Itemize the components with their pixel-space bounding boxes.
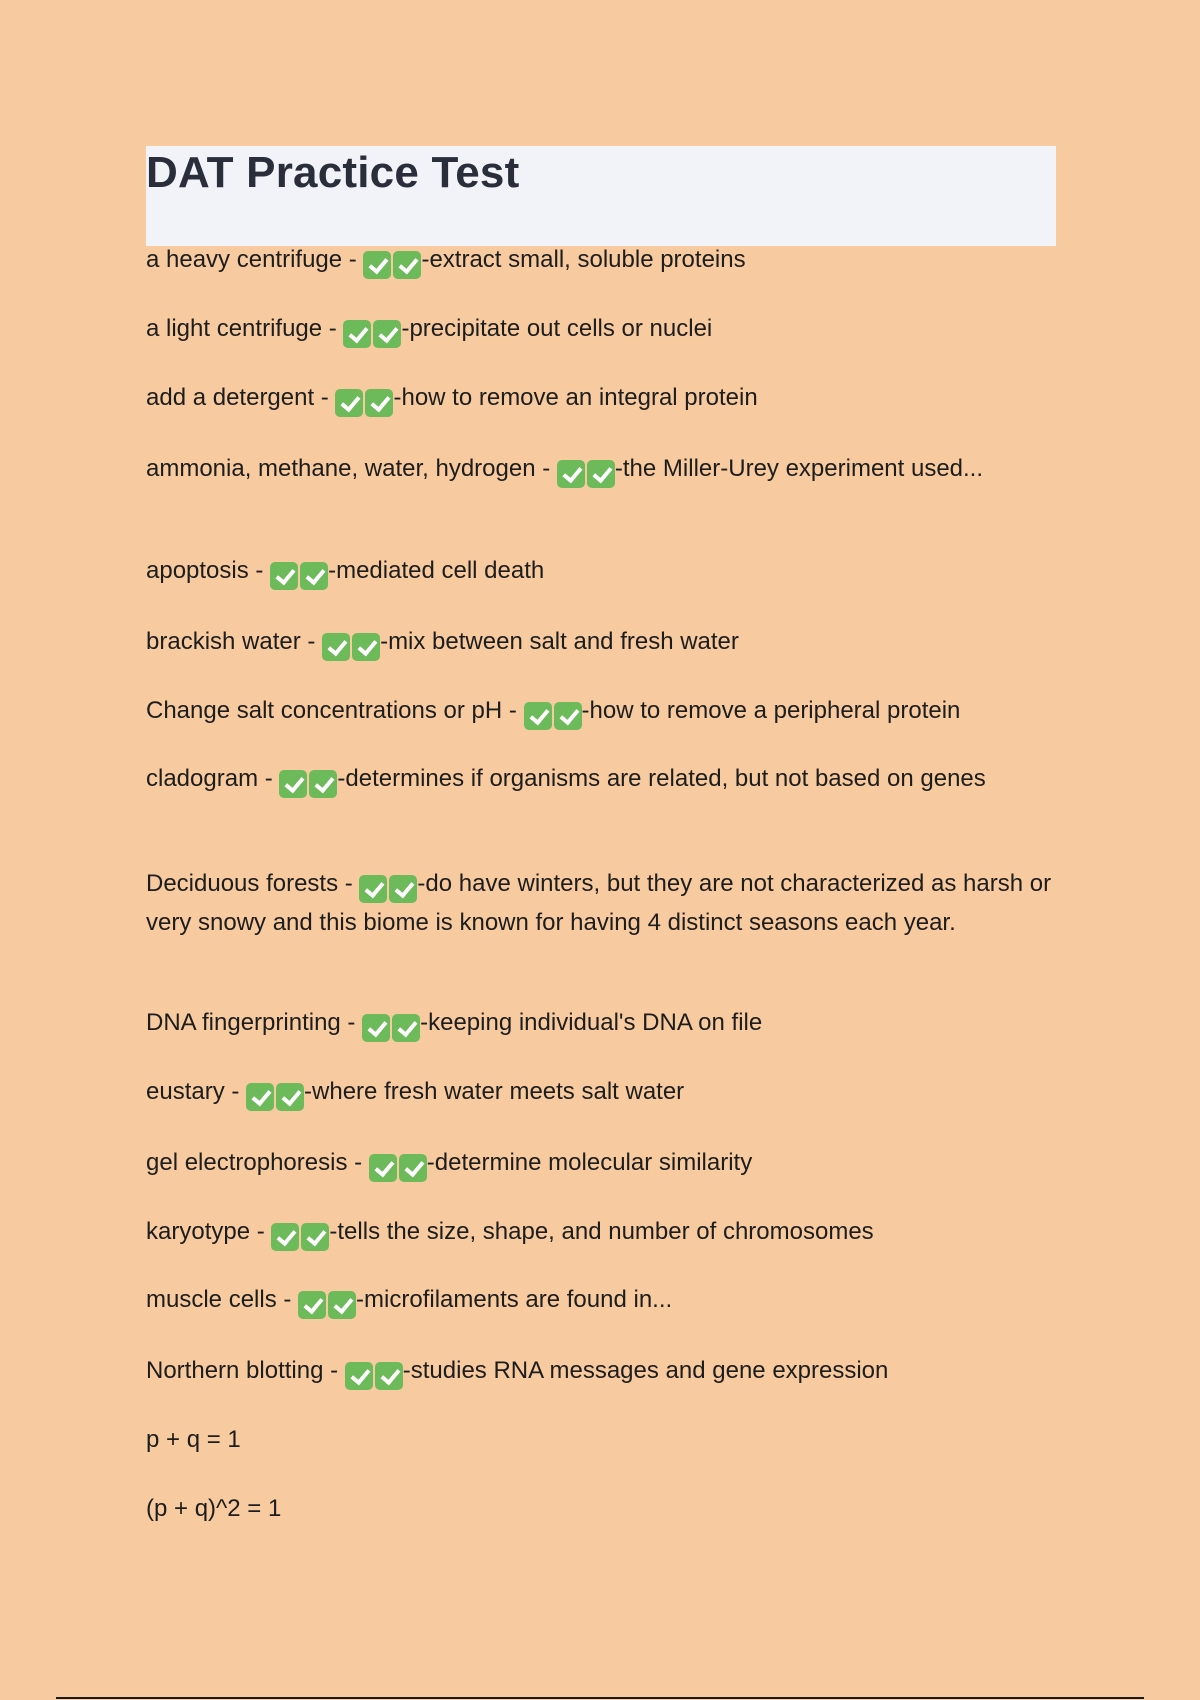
term: karyotype xyxy=(146,1218,251,1245)
list-item xyxy=(146,451,1006,490)
check-icons xyxy=(335,384,393,419)
term: muscle cells xyxy=(146,1286,277,1313)
page-bottom-rule xyxy=(56,1697,1144,1699)
term: ammonia, methane, water, hydrogen xyxy=(146,455,536,482)
list-item xyxy=(146,1005,1046,1044)
check-mark-icon xyxy=(369,1154,397,1182)
list-item xyxy=(146,866,1056,940)
term: Change salt concentrations or pH xyxy=(146,697,503,724)
list-item xyxy=(146,693,1086,732)
definition-prefix: - xyxy=(426,1149,435,1176)
definition-prefix: - xyxy=(393,384,402,411)
separator: - xyxy=(250,1218,272,1245)
separator: - xyxy=(338,870,360,897)
separator: - xyxy=(502,697,524,724)
definition: determines if organisms are related, but not based on genes xyxy=(345,765,986,792)
definition: tells the size, shape, and number of chromosomes xyxy=(337,1218,874,1245)
list-item xyxy=(146,1145,1046,1184)
check-mark-icon xyxy=(345,1362,373,1390)
check-icons xyxy=(369,1149,427,1184)
check-icons xyxy=(246,1078,304,1113)
separator: - xyxy=(322,315,344,342)
check-icons xyxy=(343,315,401,350)
list-item xyxy=(146,1353,1046,1392)
check-icons xyxy=(271,1218,329,1253)
list-item xyxy=(146,380,1046,419)
list-item xyxy=(146,761,1006,800)
check-mark-icon xyxy=(328,1291,356,1319)
definition: how to remove a peripheral protein xyxy=(589,697,961,724)
separator: - xyxy=(314,384,336,411)
definition: determine molecular similarity xyxy=(434,1149,753,1176)
definition-prefix: - xyxy=(337,765,346,792)
definition: studies RNA messages and gene expression xyxy=(410,1357,889,1384)
definition: mix between salt and fresh water xyxy=(388,628,739,655)
separator: - xyxy=(323,1357,345,1384)
definition: do have winters, but they are not characterized as harsh or very snowy and this biome is known for having 4 distinct seasons each year. xyxy=(146,870,1052,936)
definition-prefix: - xyxy=(420,1009,429,1036)
definition-prefix: - xyxy=(417,870,426,897)
check-mark-icon xyxy=(300,562,328,590)
list-item xyxy=(146,553,1046,592)
check-mark-icon xyxy=(335,389,363,417)
check-mark-icon xyxy=(554,702,582,730)
definition: extract small, soluble proteins xyxy=(429,246,746,273)
check-mark-icon xyxy=(309,770,337,798)
term: Northern blotting xyxy=(146,1357,324,1384)
definition: how to remove an integral protein xyxy=(401,384,758,411)
check-mark-icon xyxy=(352,633,380,661)
definition: mediated cell death xyxy=(336,557,545,584)
check-icons xyxy=(270,557,328,592)
separator: - xyxy=(276,1286,299,1313)
term: cladogram xyxy=(146,765,259,792)
check-icons xyxy=(557,455,615,490)
definition: microfilaments are found in... xyxy=(364,1286,673,1313)
check-mark-icon xyxy=(343,320,371,348)
check-mark-icon xyxy=(587,460,615,488)
formula: (p + q)^2 = 1 xyxy=(146,1495,282,1522)
separator: - xyxy=(224,1078,247,1105)
check-mark-icon xyxy=(524,702,552,730)
check-mark-icon xyxy=(359,875,387,903)
definition-prefix: - xyxy=(329,1218,338,1245)
check-icons xyxy=(298,1286,356,1321)
check-mark-icon xyxy=(392,1014,420,1042)
check-icons xyxy=(359,870,417,905)
check-icons xyxy=(345,1357,403,1392)
separator: - xyxy=(347,1149,369,1176)
check-mark-icon xyxy=(389,875,417,903)
check-mark-icon xyxy=(301,1223,329,1251)
list-item xyxy=(146,311,1046,350)
term: a light centrifuge xyxy=(146,315,323,342)
separator: - xyxy=(300,628,323,655)
list-item xyxy=(146,242,1046,281)
term: eustary xyxy=(146,1078,225,1105)
list-item xyxy=(146,624,1046,663)
check-icons xyxy=(524,697,582,732)
definition: keeping individual's DNA on file xyxy=(428,1009,763,1036)
term: Deciduous forests xyxy=(146,870,339,897)
check-mark-icon xyxy=(362,1014,390,1042)
term: add a detergent xyxy=(146,384,315,411)
check-mark-icon xyxy=(375,1362,403,1390)
check-mark-icon xyxy=(365,389,393,417)
term: apoptosis xyxy=(146,557,249,584)
term: DNA fingerprinting xyxy=(146,1009,341,1036)
separator: - xyxy=(258,765,280,792)
check-mark-icon xyxy=(298,1291,326,1319)
check-icons xyxy=(363,246,421,281)
term: brackish water xyxy=(146,628,301,655)
definition: precipitate out cells or nuclei xyxy=(409,315,713,342)
check-mark-icon xyxy=(393,251,421,279)
check-mark-icon xyxy=(246,1083,274,1111)
definition-prefix: - xyxy=(356,1286,365,1313)
check-icons xyxy=(322,628,380,663)
term: gel electrophoresis xyxy=(146,1149,348,1176)
definition-prefix: - xyxy=(402,1357,411,1384)
definition-prefix: - xyxy=(614,455,623,482)
check-mark-icon xyxy=(276,1083,304,1111)
definition-prefix: - xyxy=(380,628,389,655)
check-mark-icon xyxy=(271,1223,299,1251)
formula: p + q = 1 xyxy=(146,1426,241,1453)
check-mark-icon xyxy=(557,460,585,488)
definition: where fresh water meets salt water xyxy=(312,1078,685,1105)
separator: - xyxy=(340,1009,363,1036)
check-mark-icon xyxy=(373,320,401,348)
definition-prefix: - xyxy=(328,557,337,584)
check-mark-icon xyxy=(363,251,391,279)
check-mark-icon xyxy=(322,633,350,661)
list-item xyxy=(146,1074,1046,1113)
check-mark-icon xyxy=(270,562,298,590)
check-icons xyxy=(362,1009,420,1044)
check-mark-icon xyxy=(279,770,307,798)
check-mark-icon xyxy=(399,1154,427,1182)
definition-prefix: - xyxy=(304,1078,313,1105)
definition: the Miller-Urey experiment used... xyxy=(622,455,984,482)
separator: - xyxy=(248,557,271,584)
list-item xyxy=(146,1282,1046,1321)
definition-prefix: - xyxy=(421,246,430,273)
separator: - xyxy=(535,455,557,482)
definition-prefix: - xyxy=(581,697,590,724)
list-item xyxy=(146,1214,1046,1253)
check-icons xyxy=(279,765,337,800)
term: a heavy centrifuge xyxy=(146,246,343,273)
definition-prefix: - xyxy=(401,315,410,342)
separator: - xyxy=(342,246,364,273)
page-title: DAT Practice Test xyxy=(146,148,520,197)
